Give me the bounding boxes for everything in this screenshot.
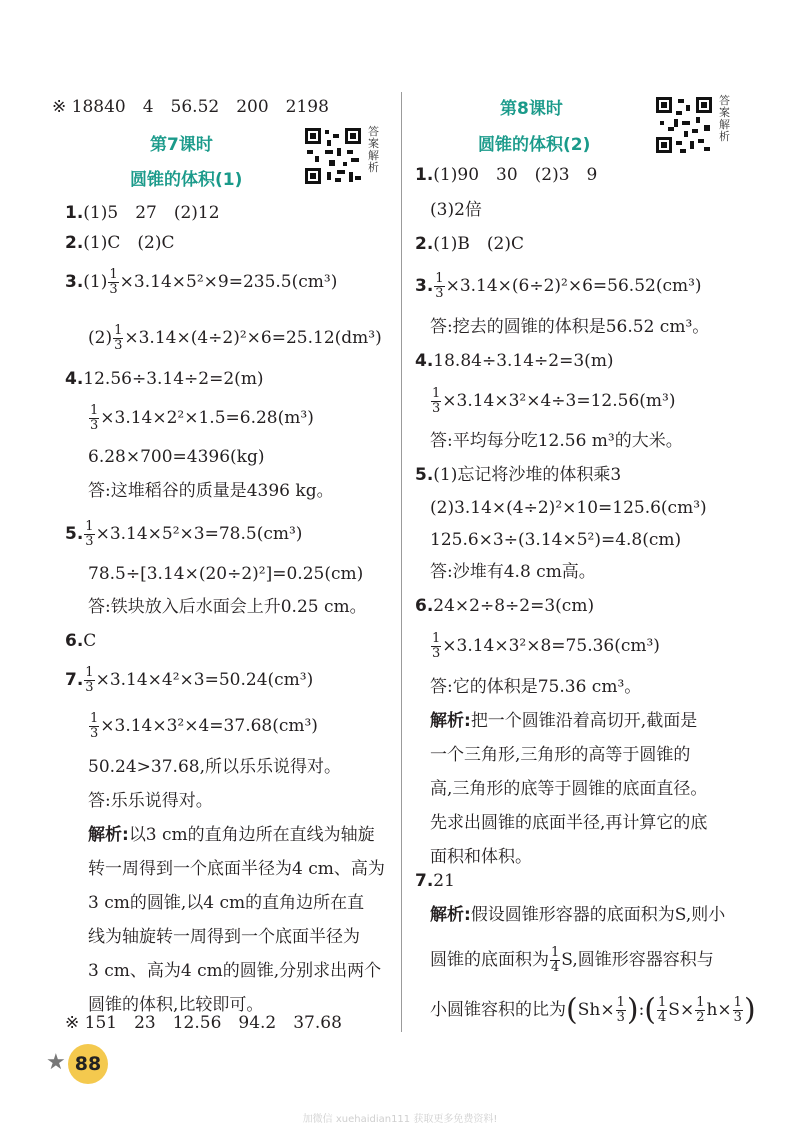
fraction: $\frac{1}{3}$ [90,403,99,433]
analysis-text: 假设圆锥形容器的底面积为S,则小 [470,905,726,925]
answer-text: (2) [88,328,113,348]
right-q4-l2 [430,387,675,416]
right-q3-l1 [415,272,702,301]
left-top-answers: ※ 18840 4 56.52 200 2198 [52,97,329,117]
left-bottom-answers: ※ 151 23 12.56 94.2 37.68 [65,1013,342,1033]
question-number: 2. [415,234,434,254]
fraction: $\frac{1}{3}$ [109,267,118,297]
lesson8-subtitle: 圆锥的体积(2) [478,135,591,155]
analysis-text: h× [706,1000,732,1020]
question-number: 5. [65,524,84,544]
right-q4-l1 [415,350,614,372]
left-analysis-l2: 转一周得到一个底面半径为4 cm、高为 [88,859,385,879]
fraction: $\frac{1}{3}$ [114,323,123,353]
left-q4-l1 [65,368,264,390]
fraction: $\frac{1}{4}$ [551,945,560,975]
left-q3b [88,324,382,353]
left-analysis-l5: 3 cm、高为4 cm的圆锥,分别求出两个 [88,961,382,981]
answer-text: (1) [83,272,108,292]
left-q4-l4: 答:这堆稻谷的质量是4396 kg。 [88,481,334,501]
answer-text: ×3.14×5²×3=78.5(cm³) [95,524,303,544]
right-analysis2-l3: 小圆锥容积的比为(Sh× $\frac{1}{3}$ ):( $\frac{1}{4}$ S× $\frac{1}{2}$ h× $\frac{1}{3}$ ) [430,992,756,1028]
question-number: 1. [415,165,434,185]
answer-text: 24×2÷8÷2=3(cm) [433,596,595,616]
right-analysis2-l1 [430,904,725,926]
left-q7-l2 [88,712,318,741]
answer-text: (1)忘记将沙堆的体积乘3 [433,465,622,485]
left-q4-l2 [88,404,314,433]
answer-text: ×3.14×2²×1.5=6.28(m³) [100,408,314,428]
analysis-label: 解析: [88,825,129,845]
answer-text: (1)B (2)C [433,234,524,254]
question-number: 7. [65,670,84,690]
left-analysis-l1 [88,824,375,846]
right-analysis-l4: 先求出圆锥的底面半径,再计算它的底 [430,813,708,833]
answer-text: (1)5 27 (2)12 [83,203,220,223]
analysis-text: S× [668,1000,695,1020]
left-q1 [65,202,220,224]
analysis-text: S,圆锥形容器容积与 [561,950,714,970]
qr-code-icon [654,95,714,155]
analysis-text: 把一个圆锥沿着高切开,截面是 [470,711,698,731]
right-analysis-l3: 高,三角形的底等于圆锥的底面直径。 [430,779,708,799]
right-analysis2-l2 [430,946,714,975]
right-q6-l2 [430,632,660,661]
answer-text: ×3.14×3²×4=37.68(cm³) [100,716,318,736]
qr-label-lesson7: 答案解析 [368,125,379,174]
qr-code-lesson7[interactable] [303,126,363,186]
left-q3a [65,268,337,297]
answer-text: ×3.14×(4÷2)²×6=25.12(dm³) [124,328,382,348]
fraction: $\frac{1}{3}$ [432,631,441,661]
answer-text: 21 [433,871,455,891]
fraction: $\frac{1}{3}$ [435,271,444,301]
footer-watermark: 加微信 xuehaidian111 获取更多免费资料! [302,1114,498,1125]
question-number: 2. [65,233,84,253]
question-number: 4. [65,369,84,389]
left-q7-l1 [65,666,313,695]
answer-text: 18.84÷3.14÷2=3(m) [433,351,614,371]
right-analysis-l5: 面积和体积。 [430,847,532,867]
answer-text: ×3.14×4²×3=50.24(cm³) [95,670,314,690]
answer-text: ×3.14×5²×9=235.5(cm³) [119,272,338,292]
right-q5-l1 [415,464,621,486]
right-q2 [415,233,524,255]
analysis-text: 小圆锥容积的比为 [430,1000,566,1020]
right-q6-l1 [415,595,594,617]
lesson7-subtitle: 圆锥的体积(1) [130,170,243,190]
analysis-text: Sh× [577,1000,615,1020]
fraction: $\frac{1}{3}$ [85,519,94,549]
fraction: $\frac{1}{2}$ [696,995,705,1025]
question-number: 4. [415,351,434,371]
left-q5-l1 [65,520,302,549]
left-q4-l3: 6.28×700=4396(kg) [88,447,265,467]
right-q1-l2: (3)2倍 [430,200,482,220]
fraction: $\frac{1}{3}$ [616,995,625,1025]
left-analysis-l6: 圆锥的体积,比较即可。 [88,995,264,1015]
lesson7-title: 第7课时 [150,135,213,155]
right-analysis-l2: 一个三角形,三角形的高等于圆锥的 [430,745,691,765]
right-q7 [415,870,455,892]
left-q7-l4: 答:乐乐说得对。 [88,791,213,811]
answer-text: ×3.14×(6÷2)²×6=56.52(cm³) [445,276,702,296]
right-q1-l1 [415,164,597,186]
fraction: $\frac{1}{3}$ [733,995,742,1025]
answer-text: (1)90 30 (2)3 9 [433,165,598,185]
fraction: $\frac{1}{3}$ [432,386,441,416]
column-divider [401,92,402,1032]
analysis-text: : [638,1000,645,1020]
question-number: 6. [65,631,84,651]
right-q5-l3: 125.6×3÷(3.14×5²)=4.8(cm) [430,530,682,550]
right-q3-l2: 答:挖去的圆锥的体积是56.52 cm³。 [430,317,710,337]
qr-label-lesson8: 答案解析 [719,94,730,143]
analysis-label: 解析: [430,905,471,925]
question-number: 3. [415,276,434,296]
star-icon: ★ [46,1050,66,1075]
fraction: $\frac{1}{3}$ [90,711,99,741]
answer-text: ×3.14×3²×4÷3=12.56(m³) [442,391,676,411]
question-number: 3. [65,272,84,292]
right-q5-l4: 答:沙堆有4.8 cm高。 [430,562,596,582]
right-analysis-l1 [430,710,697,732]
left-analysis-l3: 3 cm的圆锥,以4 cm的直角边所在直 [88,893,365,913]
answer-text: (1)C (2)C [83,233,175,253]
right-q5-l2: (2)3.14×(4÷2)²×10=125.6(cm³) [430,498,707,518]
right-q4-l3: 答:平均每分吃12.56 m³的大米。 [430,431,683,451]
page-number: 88 [68,1044,108,1084]
analysis-text: 圆锥的底面积为 [430,950,549,970]
question-number: 1. [65,203,84,223]
left-q5-l3: 答:铁块放入后水面会上升0.25 cm。 [88,597,367,617]
left-q6 [65,630,96,652]
left-q5-l2: 78.5÷[3.14×(20÷2)²]=0.25(cm) [88,564,364,584]
left-analysis-l4: 线为轴旋转一周得到一个底面半径为 [88,927,360,947]
fraction: $\frac{1}{4}$ [658,995,667,1025]
analysis-text: 以3 cm的直角边所在直线为轴旋 [128,825,375,845]
question-number: 7. [415,871,434,891]
answer-text: C [83,631,97,651]
question-number: 5. [415,465,434,485]
answer-text: ×3.14×3²×8=75.36(cm³) [442,636,660,656]
fraction: $\frac{1}{3}$ [85,665,94,695]
left-q2 [65,232,174,254]
question-number: 6. [415,596,434,616]
analysis-label: 解析: [430,711,471,731]
answer-text: 12.56÷3.14÷2=2(m) [83,369,264,389]
left-q7-l3: 50.24>37.68,所以乐乐说得对。 [88,757,341,777]
qr-code-lesson8[interactable] [654,95,714,155]
right-q6-l3: 答:它的体积是75.36 cm³。 [430,677,642,697]
qr-code-icon [303,126,363,186]
lesson8-title: 第8课时 [500,99,563,119]
